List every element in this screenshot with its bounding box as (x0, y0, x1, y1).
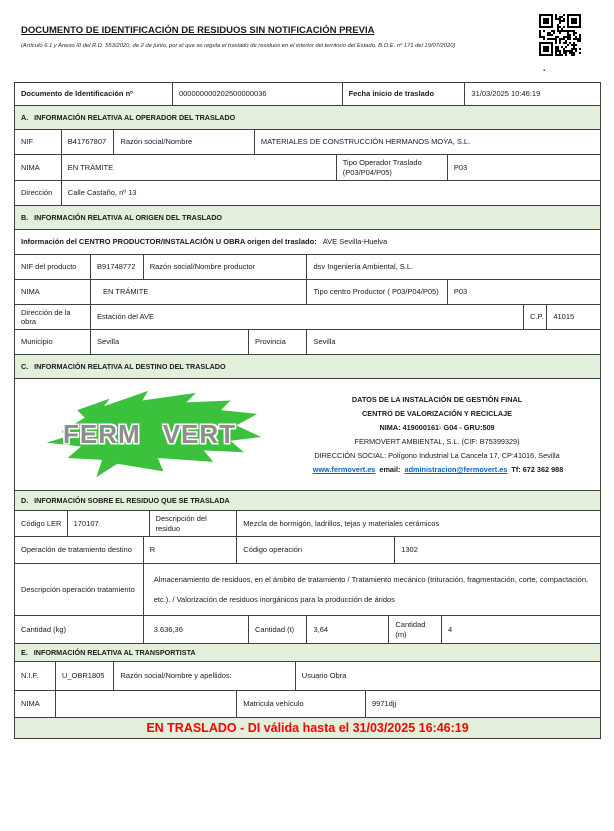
operator-nima-value: EN TRÁMITE (62, 155, 337, 180)
origin-site-cell (15, 230, 600, 254)
section-b-header-row (15, 206, 600, 230)
fermovert-email-link[interactable]: administracion@fermovert.es (404, 465, 508, 475)
fermovert-wordmark (63, 418, 236, 451)
operation-description-label: Descripción operación tratamiento (15, 564, 144, 615)
quantity-m-value: 4 (448, 624, 453, 634)
section-a-header-row (15, 106, 600, 130)
destination-row (15, 379, 600, 491)
vehicle-plate-value: 9971djj (371, 699, 397, 709)
municipality-label: Municipio (15, 330, 91, 354)
operator-address-row (15, 181, 600, 206)
facility-address: DIRECCIÓN SOCIAL: Polígono Industrial La Cancela 17, CP:41016, Sevilla (314, 451, 560, 461)
document-subtitle: (Artículo 6.1 y Anexo III del R.D. 553/2020, de 2 de junio, por el que se regula el traslado de residuos en el interior del territorio del Estado. B.O.E. nº 171 del 19/07/2020) (21, 43, 456, 49)
document-table (14, 82, 601, 739)
section-d-title: D. INFORMACIÓN SOBRE EL RESIDUO QUE SE TRASLADA (15, 491, 600, 510)
treatment-operation-label: Operación de tratamiento destino (15, 537, 144, 563)
facility-company: FERMOVERT AMBIENTAL, S.L. (CIF: B75399329) (354, 437, 520, 446)
producer-nima-row (15, 280, 600, 305)
document-header (21, 25, 491, 49)
document-title: DOCUMENTO DE IDENTIFICACIÓN DE RESIDUOS SIN NOTIFICACIÓN PREVIA (21, 25, 375, 36)
section-e-header-row (15, 644, 600, 662)
operation-code-label: Código operación (237, 537, 395, 563)
quantity-t-value: 3,64 (307, 616, 389, 643)
qr-code-icon (539, 14, 581, 56)
operator-type-value: P03 (453, 162, 468, 172)
carrier-nif-row (15, 662, 600, 691)
status-badge: EN TRASLADO - DI válida hasta el 31/03/2025 16:46:19 (146, 721, 469, 735)
origin-site-row (15, 230, 600, 255)
producer-name-value: dsv Ingeniería Ambiental, S.L. (313, 262, 414, 272)
operator-name-label: Razón social/Nombre (114, 130, 254, 154)
vehicle-plate-label: Matricula vehículo (237, 691, 366, 717)
operator-type-label: Tipo Operador Traslado (P03/P04/P05) (337, 155, 448, 180)
quantity-row (15, 616, 600, 644)
treatment-operation-row (15, 537, 600, 564)
site-address-value: Estación del AVE (91, 305, 524, 329)
site-address-label: Dirección de la obra (15, 305, 91, 329)
final-facility-info (284, 390, 600, 480)
carrier-nima-row (15, 691, 600, 718)
recycle-o-icon (142, 425, 162, 445)
section-c-header-row (15, 355, 600, 379)
section-b-title: B. INFORMACIÓN RELATIVA AL ORIGEN DEL TRASLADO (15, 206, 600, 229)
destination-cell (15, 379, 600, 490)
qr-block (539, 14, 581, 71)
carrier-nif-value: U_OBR1805 (56, 662, 115, 690)
start-date-label: Fecha inicio de traslado (343, 83, 466, 105)
quantity-kg-value: 3.636,36 (144, 616, 249, 643)
ler-code-row (15, 511, 600, 537)
site-address-row (15, 305, 600, 330)
province-value: Sevilla (313, 337, 336, 347)
carrier-nima-label: NIMA (15, 691, 56, 717)
carrier-name-label: Razón social/Nombre y apellidos: (114, 662, 295, 690)
logo-text-right: VERT (162, 419, 237, 450)
section-a-title: A. INFORMACIÓN RELATIVA AL OPERADOR DEL TRASLADO (15, 106, 600, 129)
waste-description-value: Mezcla de hormigón, ladrillos, tejas y materiales cerámicos (243, 518, 440, 528)
doc-id-row (15, 83, 600, 106)
carrier-nima-value (56, 691, 237, 717)
producer-type-label: Tipo centro Productor ( P03/P04/P05) (307, 280, 447, 304)
operation-code-value: 1302 (401, 545, 418, 555)
producer-nif-value: B91748772 (91, 255, 144, 279)
facility-heading: DATOS DE LA INSTALACIÓN DE GESTIÓN FINAL (351, 394, 523, 404)
qr-caption-dot: . (543, 63, 546, 73)
producer-name-label: Razón social/Nombre productor (144, 255, 308, 279)
operation-description-value: Almacenamiento de residuos, en el ámbito de tratamiento / Tratamiento mecánico (trituración, fragmentación, corte, compactación, etc.). / Valorización de residuos inorgánicos para la producción de áridos (153, 574, 589, 604)
doc-id-value: 000000000202500000036 (173, 83, 343, 105)
treatment-operation-value: R (144, 537, 238, 563)
facility-contact (284, 465, 590, 474)
facility-phone: Tf: 672 362 988 (511, 465, 564, 475)
postal-code-label: C.P. (524, 305, 547, 329)
producer-nif-row (15, 255, 600, 280)
municipality-value: Sevilla (91, 330, 249, 354)
fermovert-logo (15, 379, 284, 490)
carrier-nif-label: N.I.F. (15, 662, 56, 690)
facility-nima: NIMA: 419000161- G04 - GRU:509 (379, 422, 495, 432)
carrier-name-value: Usuario Obra (301, 671, 347, 681)
operator-nif-label: NIF (15, 130, 62, 154)
operator-name-value: MATERIALES DE CONSTRUCCIÓN HERMANOS MOYA, S.L. (260, 137, 471, 147)
operator-nif-value: B41767807 (62, 130, 115, 154)
section-c-title: C. INFORMACIÓN RELATIVA AL DESTINO DEL TRASLADO (15, 355, 600, 378)
operation-description-row (15, 564, 600, 616)
doc-id-label: Documento de Identificación nº (15, 83, 173, 105)
section-e-title: E. INFORMACIÓN RELATIVA AL TRANSPORTISTA (15, 644, 600, 661)
logo-text-left: FERM (63, 419, 141, 450)
quantity-t-label: Cantidad (t) (249, 616, 308, 643)
operator-address-label: Dirección (15, 181, 62, 205)
origin-site-value: AVE Sevilla-Huelva (322, 237, 388, 247)
waste-description-label: Descripción del residuo (150, 511, 238, 536)
section-d-header-row (15, 491, 600, 511)
status-row (15, 718, 600, 738)
email-label: email: (379, 465, 401, 475)
producer-type-value: P03 (453, 287, 468, 297)
fermovert-website-link[interactable]: www.fermovert.es (312, 465, 376, 475)
operator-nima-label: NIMA (15, 155, 62, 180)
ler-code-label: Código LER (15, 511, 68, 536)
ler-code-value: 170107 (68, 511, 150, 536)
quantity-m-label: Cantidad (m) (389, 616, 442, 643)
start-date-value: 31/03/2025 10:46:19 (471, 89, 541, 99)
quantity-kg-label: Cantidad (kg) (15, 616, 144, 643)
province-label: Provincia (249, 330, 308, 354)
producer-nima-value: EN TRÁMITE (91, 280, 307, 304)
producer-nif-label: NIF del producto (15, 255, 91, 279)
producer-nima-label: NIMA (15, 280, 91, 304)
operator-nima-row (15, 155, 600, 181)
operator-nif-row (15, 130, 600, 155)
facility-type: CENTRO DE VALORIZACIÓN Y RECICLAJE (362, 408, 513, 418)
operator-address-value: Calle Castaño, nº 13 (67, 188, 137, 198)
municipality-row (15, 330, 600, 355)
origin-site-label: Información del CENTRO PRODUCTOR/INSTALACIÓN U OBRA origen del traslado: (21, 237, 317, 247)
postal-code-value: 41015 (553, 312, 575, 322)
